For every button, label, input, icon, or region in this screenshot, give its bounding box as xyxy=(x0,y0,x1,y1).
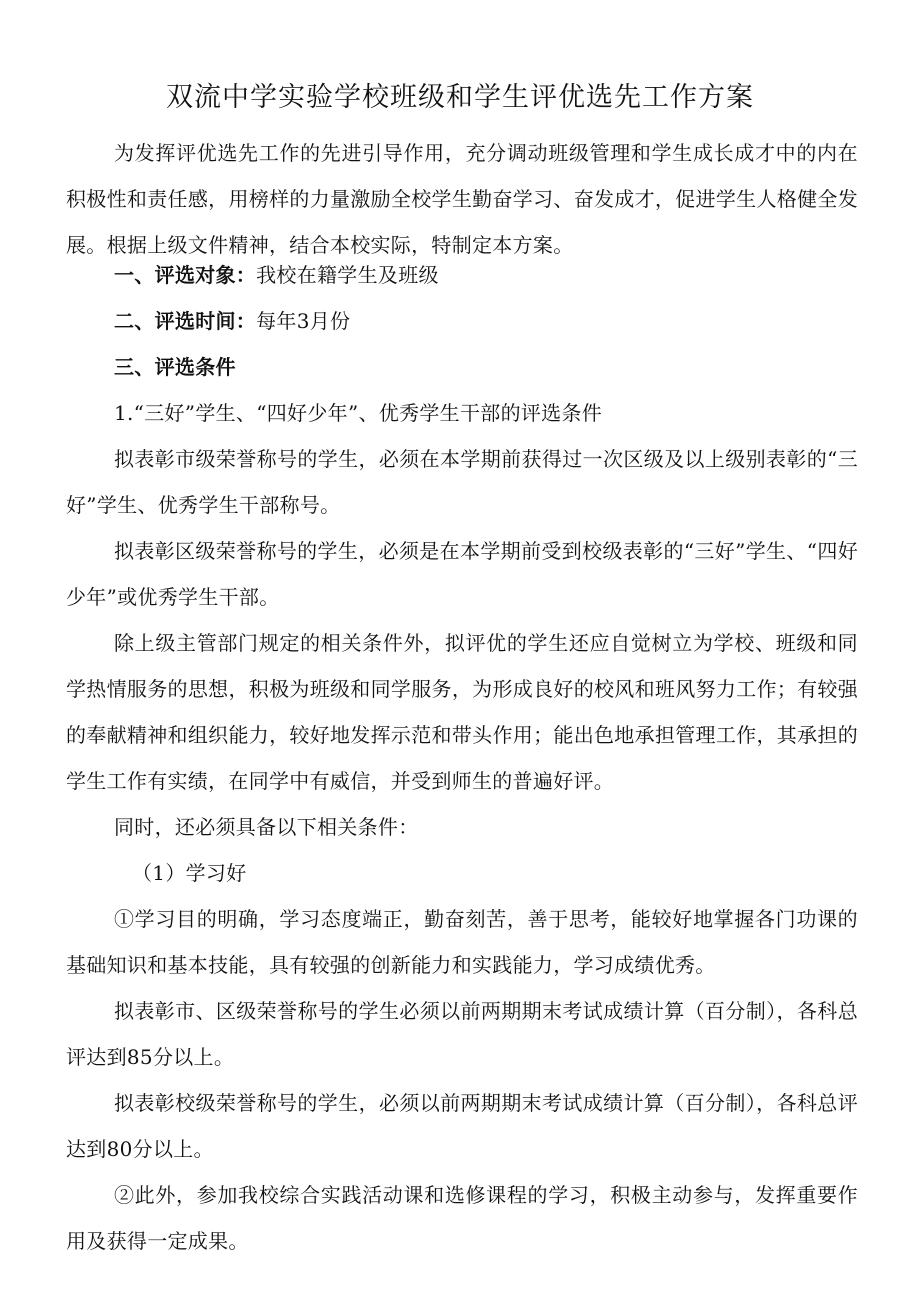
sub-item-1: （1）学习好 xyxy=(132,861,247,885)
section-1-text: 我校在籍学生及班级 xyxy=(256,263,439,287)
condition-1-paragraph: ①学习目的明确，学习态度端正，勤奋刻苦，善于思考，能较好地掌握各门功课的基础知识和基本技能，具有较强的创新能力和实践能力，学习成绩优秀。 xyxy=(66,907,858,977)
school-score-paragraph: 拟表彰校级荣誉称号的学生，必须以前两期期末考试成绩计算（百分制），各科总评达到80分以上。 xyxy=(66,1091,858,1161)
item-1-heading: 1.“三好”学生、“四好少年”、优秀学生干部的评选条件 xyxy=(114,401,603,425)
section-1 xyxy=(66,252,858,298)
city-district-score-paragraph: 拟表彰市、区级荣誉称号的学生必须以前两期期末考试成绩计算（百分制），各科总评达到85分以上。 xyxy=(66,999,858,1069)
page-title: 双流中学实验学校班级和学生评优选先工作方案 xyxy=(166,82,754,113)
district-level-paragraph: 拟表彰区级荣誉称号的学生，必须是在本学期前受到校级表彰的“三好”学生、“四好少年”或优秀学生干部。 xyxy=(66,539,858,609)
section-3-heading: 三、评选条件 xyxy=(114,355,236,379)
section-2 xyxy=(66,298,858,344)
city-level-paragraph: 拟表彰市级荣誉称号的学生，必须在本学期前获得过一次区级及以上级别表彰的“三好”学生、优秀学生干部称号。 xyxy=(66,447,858,517)
condition-2-paragraph: ②此外，参加我校综合实践活动课和选修课程的学习，积极主动参与，发挥重要作用及获得一定成果。 xyxy=(66,1183,858,1253)
also-required-paragraph: 同时，还必须具备以下相关条件： xyxy=(114,815,419,839)
section-2-text: 每年3月份 xyxy=(256,309,351,333)
intro-paragraph: 为发挥评优选先工作的先进引导作用，充分调动班级管理和学生成长成才中的内在积极性和责任感，用榜样的力量激励全校学生勤奋学习、奋发成才，促进学生人格健全发展。根据上级文件精神，结合本校实际，特制定本方案。 xyxy=(66,141,858,257)
section-1-label: 一、评选对象： xyxy=(114,263,257,287)
general-conditions-paragraph: 除上级主管部门规定的相关条件外，拟评优的学生还应自觉树立为学校、班级和同学热情服务的思想，积极为班级和同学服务，为形成良好的校风和班风努力工作；有较强的奉献精神和组织能力，较好地发挥示范和带头作用；能出色地承担管理工作，其承担的学生工作有实绩，在同学中有威信，并受到师生的普遍好评。 xyxy=(66,631,858,793)
section-2-label: 二、评选时间： xyxy=(114,309,257,333)
